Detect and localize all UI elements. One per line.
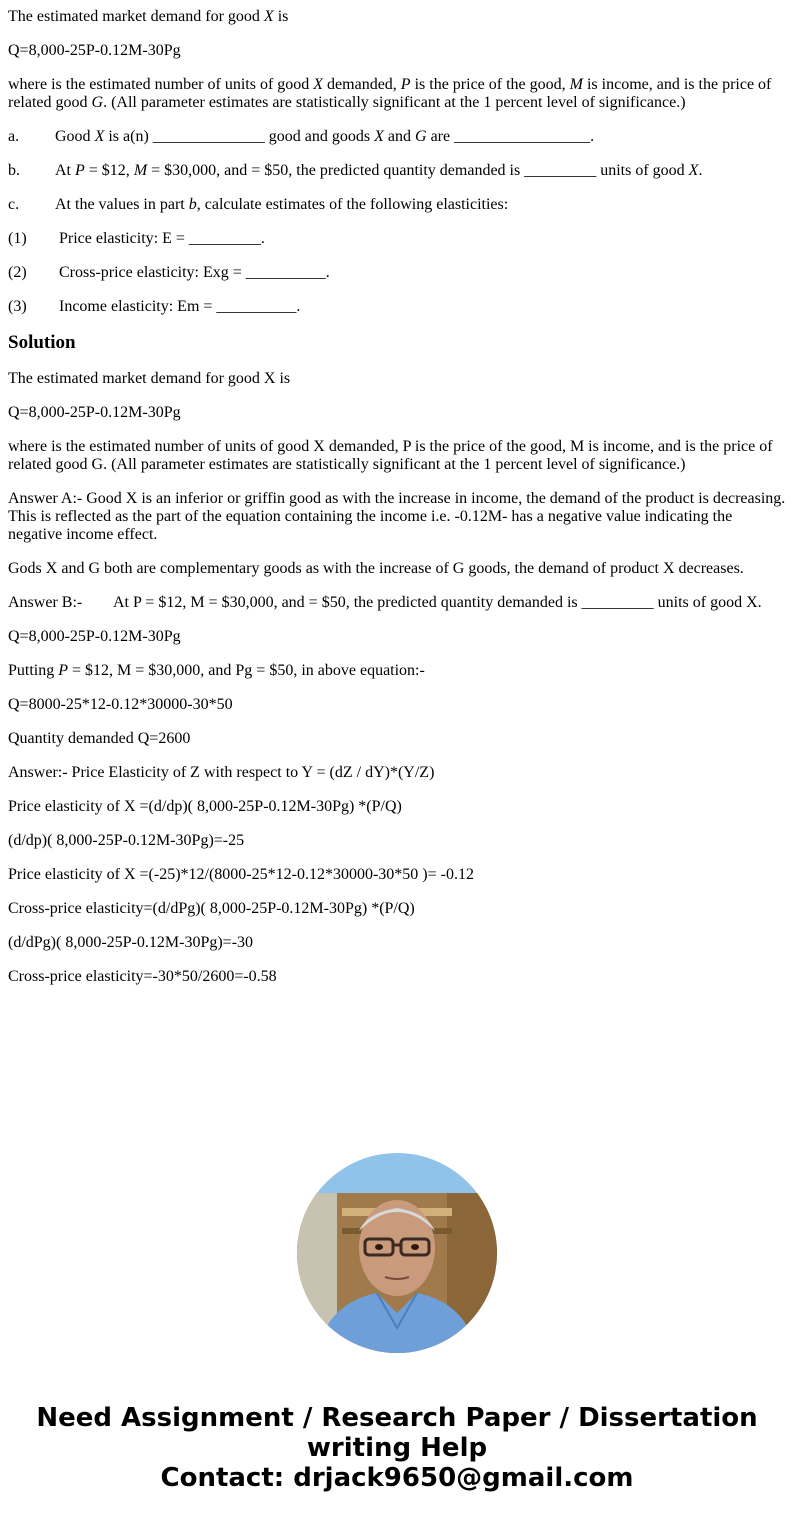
promo-line-1: Need Assignment / Research Paper / Dissertation [36, 1403, 758, 1433]
sub-item-income-elasticity: (3) Income elasticity: Em = __________. [8, 298, 301, 315]
promo-line-2: writing Help [306, 1433, 488, 1463]
putting-values: Putting P = $12, M = $30,000, and Pg = $50, in above equation:- [8, 662, 425, 679]
question-part-a: a. Good X is a(n) ______________ good and goods X and G are _________________. [8, 128, 595, 145]
question-equation: Q=8,000-25P-0.12M-30Pg [8, 42, 181, 59]
solution-where: where is the estimated number of units of good X demanded, P is the price of the good, M is income, and is the price of related good G. (All parameter estimates are statistically significant at the 1 percent level of significance.) [8, 438, 773, 473]
solution-equation: Q=8,000-25P-0.12M-30Pg [8, 404, 181, 421]
part-c-label: c. [8, 196, 20, 213]
price-elasticity-derivative: (d/dp)( 8,000-25P-0.12M-30Pg)=-25 [8, 832, 245, 849]
question-where: where is the estimated number of units of good X demanded, P is the price of the good, M is income, and is the price of related good G. (All parameter estimates are statistically significant at the 1 percent level of significance.) [8, 76, 772, 111]
cross-elasticity-derivative: (d/dPg)( 8,000-25P-0.12M-30Pg)=-30 [8, 934, 254, 951]
solution-equation-2: Q=8,000-25P-0.12M-30Pg [8, 628, 181, 645]
author-photo [297, 1153, 497, 1353]
complementary-goods-line: Gods X and G both are complementary goods as with the increase of G goods, the demand of product X decreases. [8, 560, 744, 577]
quantity-result: Quantity demanded Q=2600 [8, 730, 191, 747]
part-b-label: b. [8, 162, 20, 179]
answer-b: Answer B:- At P = $12, M = $30,000, and = $50, the predicted quantity demanded is _________ units of good X. [8, 594, 762, 611]
question-part-c: c. At the values in part b, calculate estimates of the following elasticities: [8, 196, 509, 213]
price-elasticity-formula: Price elasticity of X =(d/dp)( 8,000-25P-0.12M-30Pg) *(P/Q) [8, 798, 402, 815]
document-body [8, 8, 788, 1002]
solution-heading: Solution [8, 332, 76, 353]
sub-item-cross-price-elasticity: (2) Cross-price elasticity: Exg = __________. [8, 264, 330, 281]
question-intro: The estimated market demand for good X is [8, 8, 289, 25]
author-avatar [297, 1153, 497, 1353]
price-elasticity-result: Price elasticity of X =(-25)*12/(8000-25*12-0.12*30000-30*50 )= -0.12 [8, 866, 474, 883]
sub-item-price-elasticity: (1) Price elasticity: E = _________. [8, 230, 265, 247]
promo-contact: Contact: drjack9650@gmail.com [160, 1463, 634, 1493]
solution-intro: The estimated market demand for good X is [8, 370, 291, 387]
cross-elasticity-formula: Cross-price elasticity=(d/dPg)( 8,000-25P-0.12M-30Pg) *(P/Q) [8, 900, 415, 917]
answer-a: Answer A:- Good X is an inferior or griffin good as with the increase in income, the demand of the product is decreasing. This is reflected as the part of the equation containing the income i.e. -0.12M- has a negative value indicating the negative income effect. [8, 490, 786, 543]
question-part-b: b. At P = $12, M = $30,000, and = $50, the predicted quantity demanded is _________ units of good X. [8, 162, 703, 179]
part-a-label: a. [8, 128, 20, 145]
cross-elasticity-result: Cross-price elasticity=-30*50/2600=-0.58 [8, 968, 277, 985]
promo-banner [0, 1403, 794, 1493]
elasticity-definition: Answer:- Price Elasticity of Z with respect to Y = (dZ / dY)*(Y/Z) [8, 764, 435, 781]
quantity-calculation: Q=8000-25*12-0.12*30000-30*50 [8, 696, 233, 713]
